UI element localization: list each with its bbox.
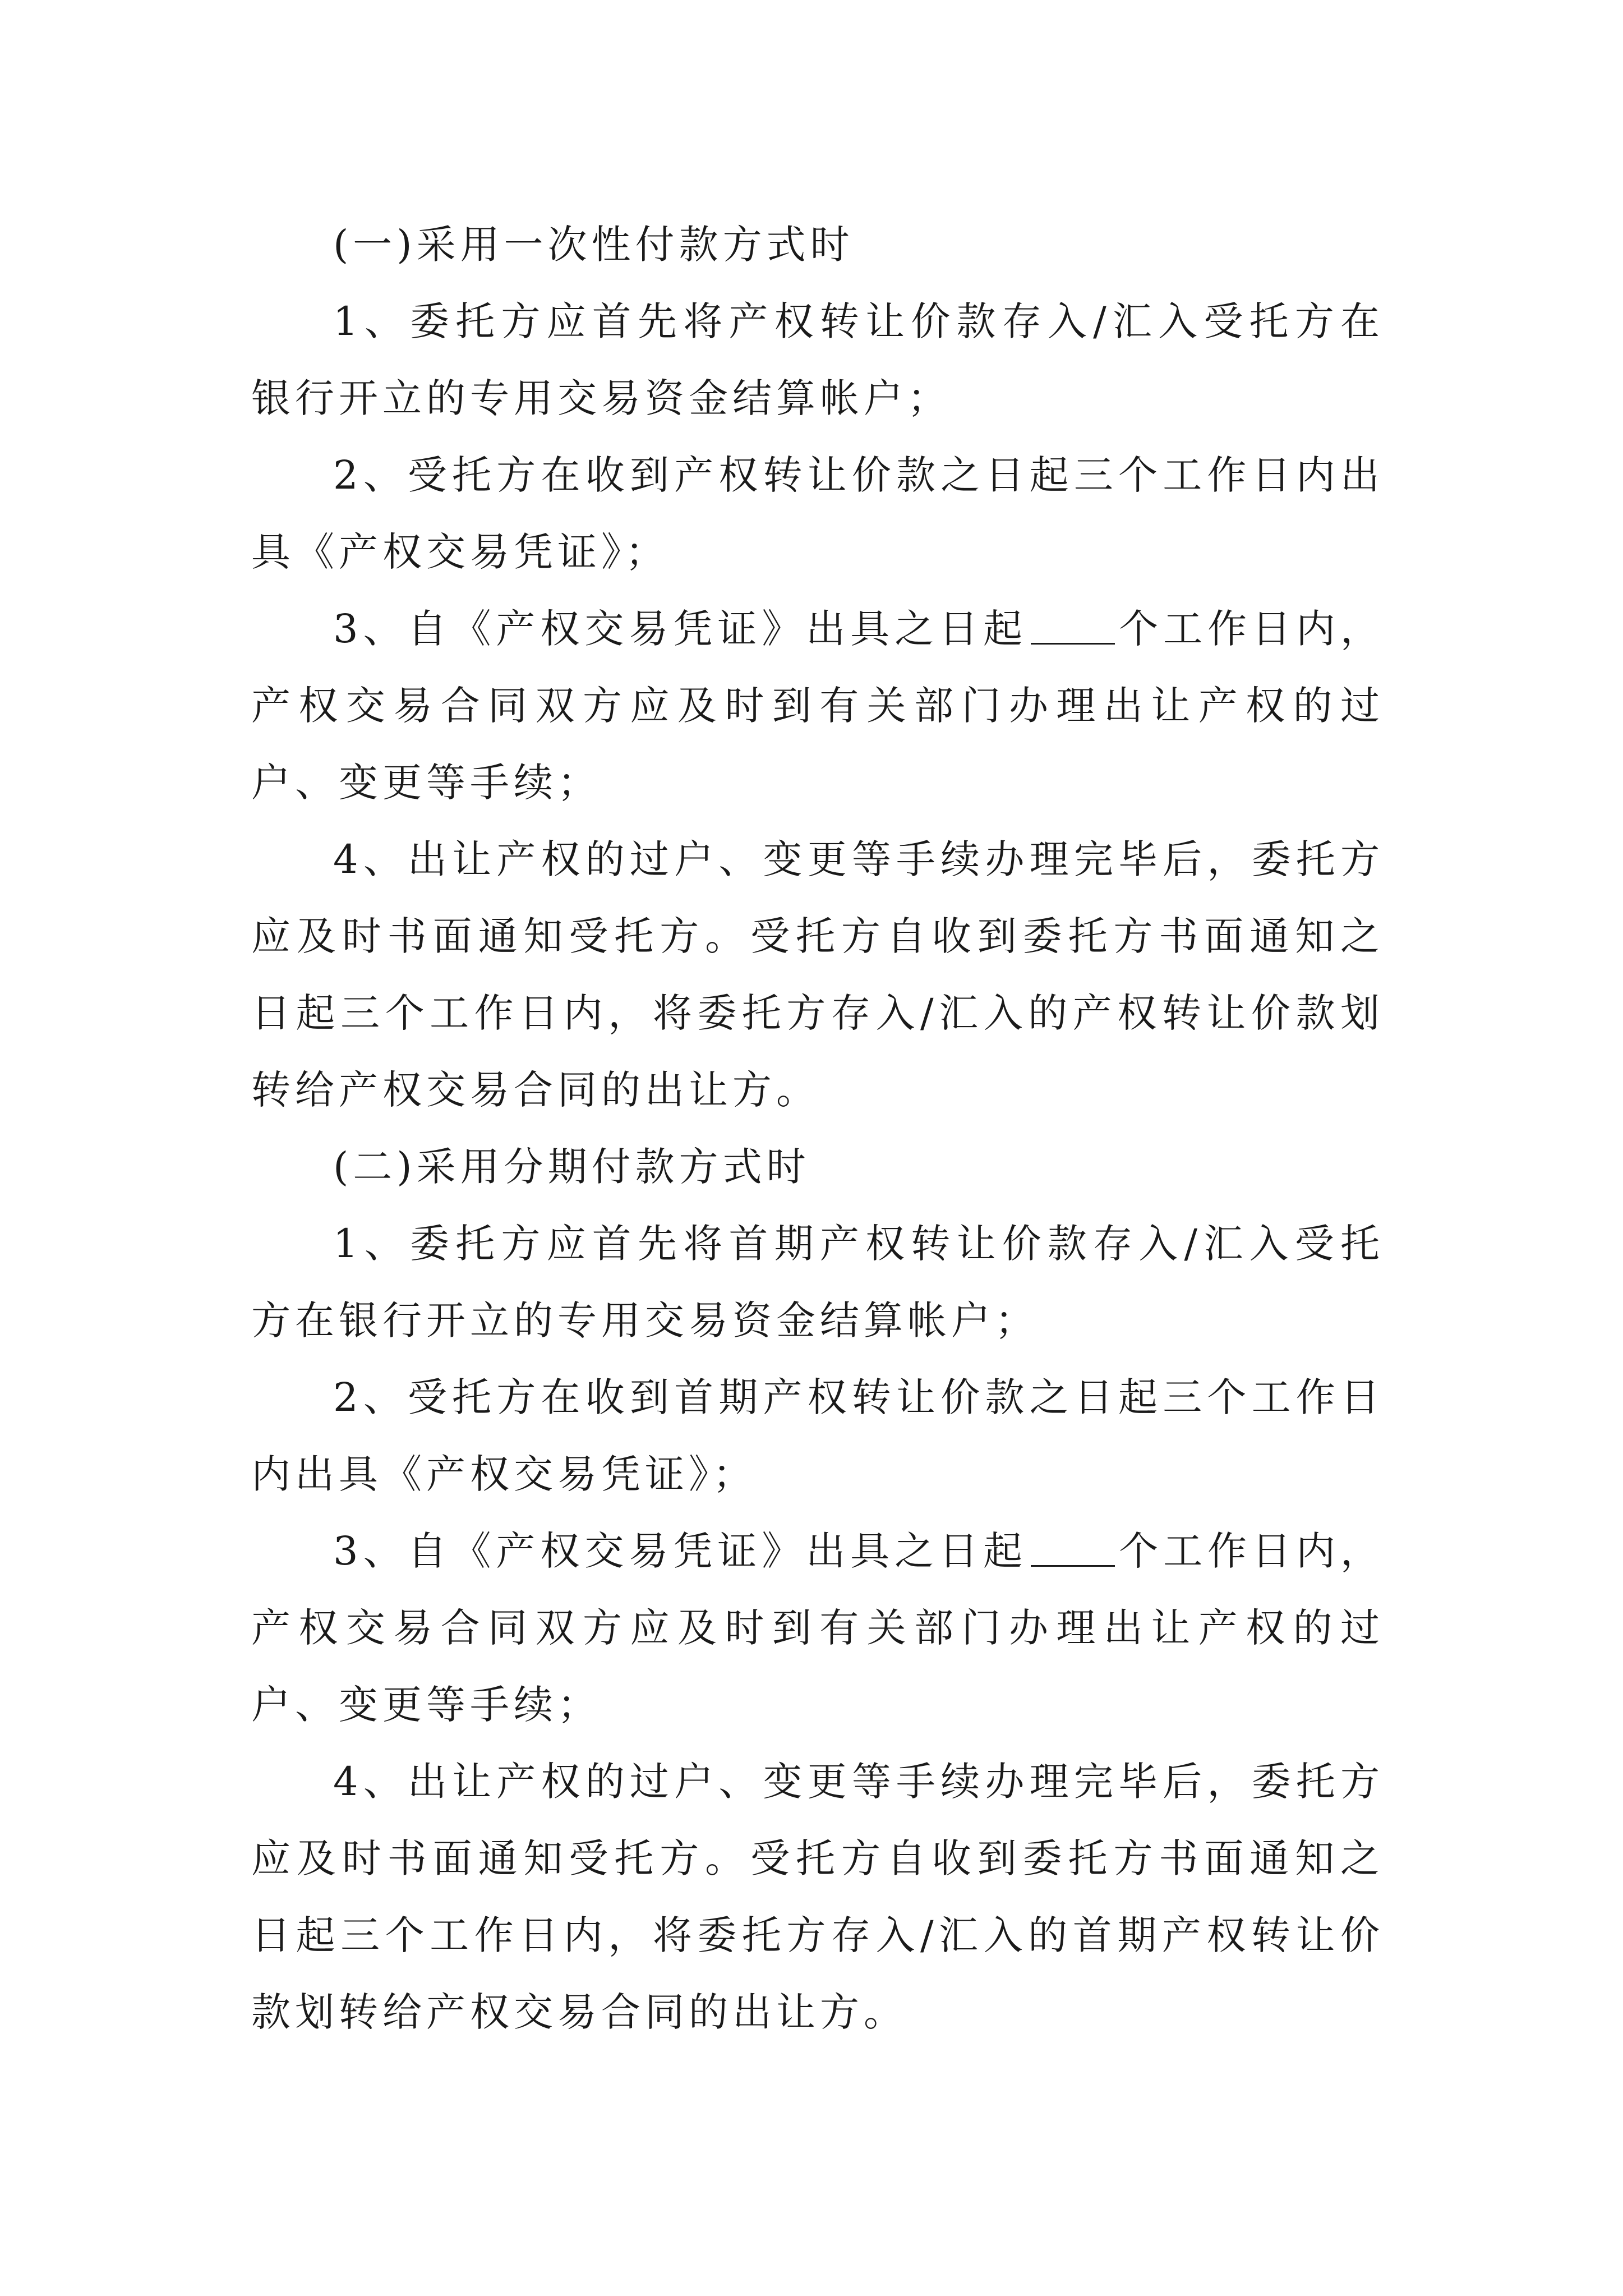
section2-item1: 1、委托方应首先将首期产权转让价款存入/汇入受托方在银行开立的专用交易资金结算帐户； (251, 1221, 1384, 1343)
section2-item3-lead: 3、自《产权交易凭证》出具之日起 (333, 1528, 1028, 1574)
section2-item3-rest: 个工作日内，产权交易合同双方应及时到有关部门办理出让产权的过户、变更等手续； (251, 1528, 1384, 1728)
section2-item2: 2、受托方在收到首期产权转让价款之日起三个工作日内出具《产权交易凭证》； (251, 1374, 1384, 1497)
document-body (251, 206, 1384, 2051)
section1-item3 (251, 591, 1384, 821)
section2-item4: 4、出让产权的过户、变更等手续办理完毕后，委托方应及时书面通知受托方。受托方自收到委托方书面通知之日起三个工作日内，将委托方存入/汇入的首期产权转让价款划转给产权交易合同的出让方。 (251, 1759, 1384, 2035)
section2-item3 (251, 1513, 1384, 1743)
section1-heading: (一)采用一次性付款方式时 (333, 222, 854, 268)
section1-item4: 4、出让产权的过户、变更等手续办理完毕后，委托方应及时书面通知受托方。受托方自收到委托方书面通知之日起三个工作日内，将委托方存入/汇入的产权转让价款划转给产权交易合同的出让方。 (251, 836, 1384, 1113)
section1-item2: 2、受托方在收到产权转让价款之日起三个工作日内出具《产权交易凭证》； (251, 452, 1384, 575)
section1-days-blank (1031, 604, 1115, 645)
section1-item1: 1、委托方应首先将产权转让价款存入/汇入受托方在银行开立的专用交易资金结算帐户； (251, 298, 1384, 421)
section2-days-blank (1031, 1526, 1115, 1567)
section1-item3-lead: 3、自《产权交易凭证》出具之日起 (333, 606, 1028, 652)
section1-item3-rest: 个工作日内，产权交易合同双方应及时到有关部门办理出让产权的过户、变更等手续； (251, 606, 1384, 806)
section2-heading: (二)采用分期付款方式时 (333, 1144, 810, 1190)
